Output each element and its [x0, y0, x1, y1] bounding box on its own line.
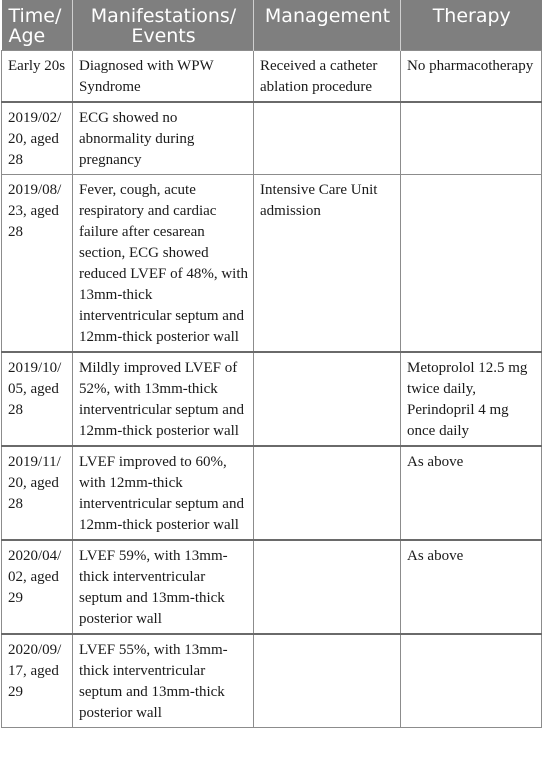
manifestations-cell: ECG showed no abnormality during pregnancy [73, 102, 254, 175]
table-row [2, 174, 542, 352]
header-management: Management [254, 0, 401, 50]
manifestations-cell: Diagnosed with WPW Syndrome [73, 50, 254, 102]
table-row [2, 50, 542, 102]
time-age-cell: 2019/10/ 05, aged 28 [2, 352, 73, 446]
therapy-cell [401, 174, 542, 352]
table-row [2, 634, 542, 728]
therapy-cell: No pharmacotherapy [401, 50, 542, 102]
header-therapy: Therapy [401, 0, 542, 50]
therapy-cell [401, 634, 542, 728]
manifestations-cell: Fever, cough, acute respiratory and cardiac failure after cesarean section, ECG showed reduced LVEF of 48%, with 13mm-thick interventricular septum and 12mm-thick posterior wall [73, 174, 254, 352]
therapy-cell: As above [401, 446, 542, 540]
table-row [2, 352, 542, 446]
header-manifestations-events: Manifestations/ Events [73, 0, 254, 50]
table-row [2, 540, 542, 634]
table-row [2, 102, 542, 175]
manifestations-cell: LVEF 59%, with 13mm-thick interventricular septum and 13mm-thick posterior wall [73, 540, 254, 634]
therapy-cell: As above [401, 540, 542, 634]
manifestations-cell: LVEF 55%, with 13mm-thick interventricular septum and 13mm-thick posterior wall [73, 634, 254, 728]
time-age-cell: 2020/09/ 17, aged 29 [2, 634, 73, 728]
time-age-cell: 2020/04/ 02, aged 29 [2, 540, 73, 634]
time-age-cell: 2019/08/ 23, aged 28 [2, 174, 73, 352]
time-age-cell: 2019/11/ 20, aged 28 [2, 446, 73, 540]
management-cell [254, 446, 401, 540]
management-cell: Intensive Care Unit admission [254, 174, 401, 352]
therapy-cell: Metoprolol 12.5 mg twice daily, Perindopril 4 mg once daily [401, 352, 542, 446]
management-cell [254, 634, 401, 728]
management-cell [254, 540, 401, 634]
manifestations-cell: Mildly improved LVEF of 52%, with 13mm-thick interventricular septum and 12mm-thick posterior wall [73, 352, 254, 446]
timeline-table [1, 0, 542, 728]
header-time-age: Time/ Age [2, 0, 73, 50]
table-row [2, 446, 542, 540]
manifestations-cell: LVEF improved to 60%, with 12mm-thick interventricular septum and 12mm-thick posterior wall [73, 446, 254, 540]
management-cell [254, 102, 401, 175]
management-cell [254, 352, 401, 446]
time-age-cell: 2019/02/ 20, aged 28 [2, 102, 73, 175]
time-age-cell: Early 20s [2, 50, 73, 102]
management-cell: Received a catheter ablation procedure [254, 50, 401, 102]
therapy-cell [401, 102, 542, 175]
header-row [2, 0, 542, 50]
